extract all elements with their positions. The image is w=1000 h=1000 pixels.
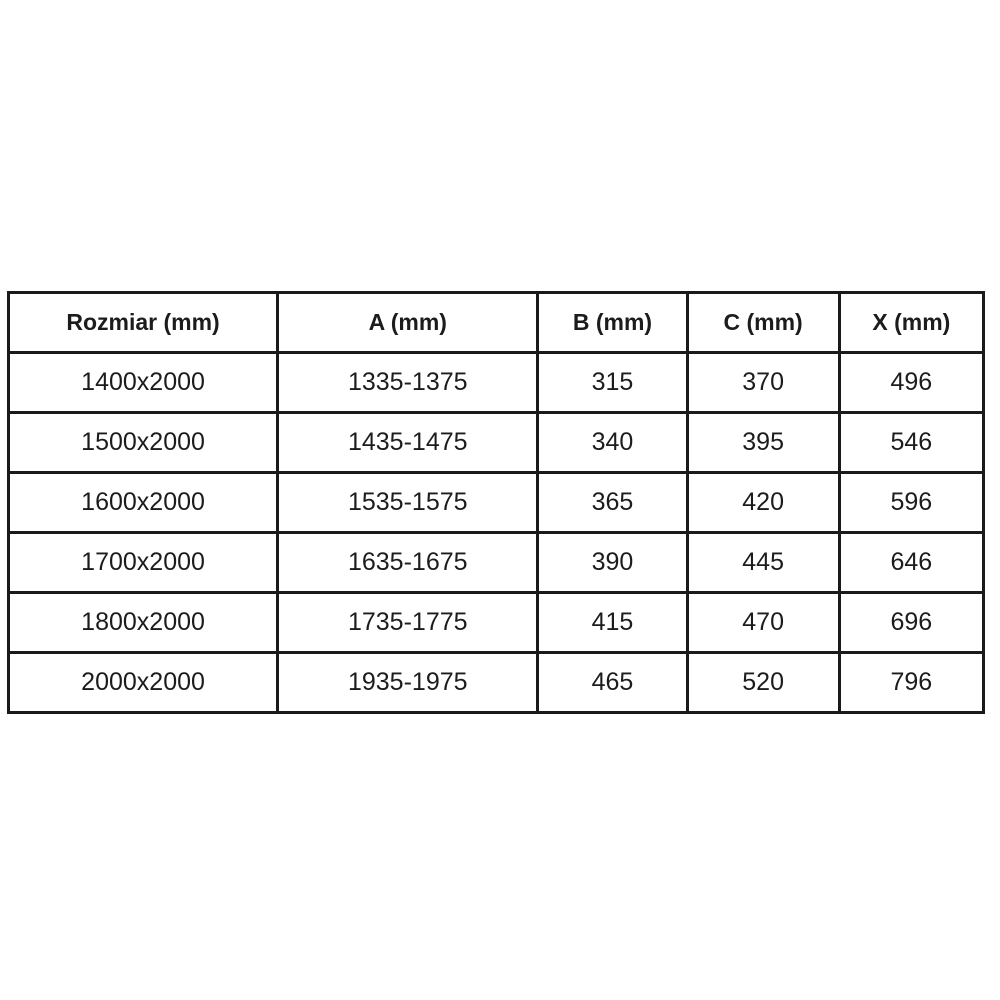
cell-x: 546 <box>839 413 983 473</box>
header-cell-c: C (mm) <box>687 293 839 353</box>
cell-c: 520 <box>687 653 839 713</box>
header-row <box>9 293 984 353</box>
spec-table <box>7 291 985 714</box>
cell-x: 796 <box>839 653 983 713</box>
cell-a: 1735-1775 <box>278 593 538 653</box>
cell-rozmiar: 1800x2000 <box>9 593 278 653</box>
cell-x: 646 <box>839 533 983 593</box>
header-cell-a: A (mm) <box>278 293 538 353</box>
cell-b: 415 <box>538 593 687 653</box>
cell-a: 1435-1475 <box>278 413 538 473</box>
cell-a: 1935-1975 <box>278 653 538 713</box>
cell-rozmiar: 1400x2000 <box>9 353 278 413</box>
cell-b: 340 <box>538 413 687 473</box>
cell-x: 596 <box>839 473 983 533</box>
cell-c: 445 <box>687 533 839 593</box>
cell-a: 1635-1675 <box>278 533 538 593</box>
table-row <box>9 473 984 533</box>
header-cell-b: B (mm) <box>538 293 687 353</box>
cell-rozmiar: 1700x2000 <box>9 533 278 593</box>
size-specification-table <box>7 291 985 714</box>
cell-b: 390 <box>538 533 687 593</box>
cell-b: 315 <box>538 353 687 413</box>
cell-a: 1335-1375 <box>278 353 538 413</box>
cell-b: 365 <box>538 473 687 533</box>
table-row <box>9 353 984 413</box>
table-row <box>9 593 984 653</box>
cell-b: 465 <box>538 653 687 713</box>
cell-c: 395 <box>687 413 839 473</box>
cell-rozmiar: 1500x2000 <box>9 413 278 473</box>
cell-x: 496 <box>839 353 983 413</box>
table-row <box>9 653 984 713</box>
header-cell-rozmiar: Rozmiar (mm) <box>9 293 278 353</box>
header-cell-x: X (mm) <box>839 293 983 353</box>
cell-x: 696 <box>839 593 983 653</box>
table-row <box>9 533 984 593</box>
cell-c: 470 <box>687 593 839 653</box>
cell-rozmiar: 1600x2000 <box>9 473 278 533</box>
cell-c: 370 <box>687 353 839 413</box>
cell-a: 1535-1575 <box>278 473 538 533</box>
table-row <box>9 413 984 473</box>
cell-c: 420 <box>687 473 839 533</box>
cell-rozmiar: 2000x2000 <box>9 653 278 713</box>
